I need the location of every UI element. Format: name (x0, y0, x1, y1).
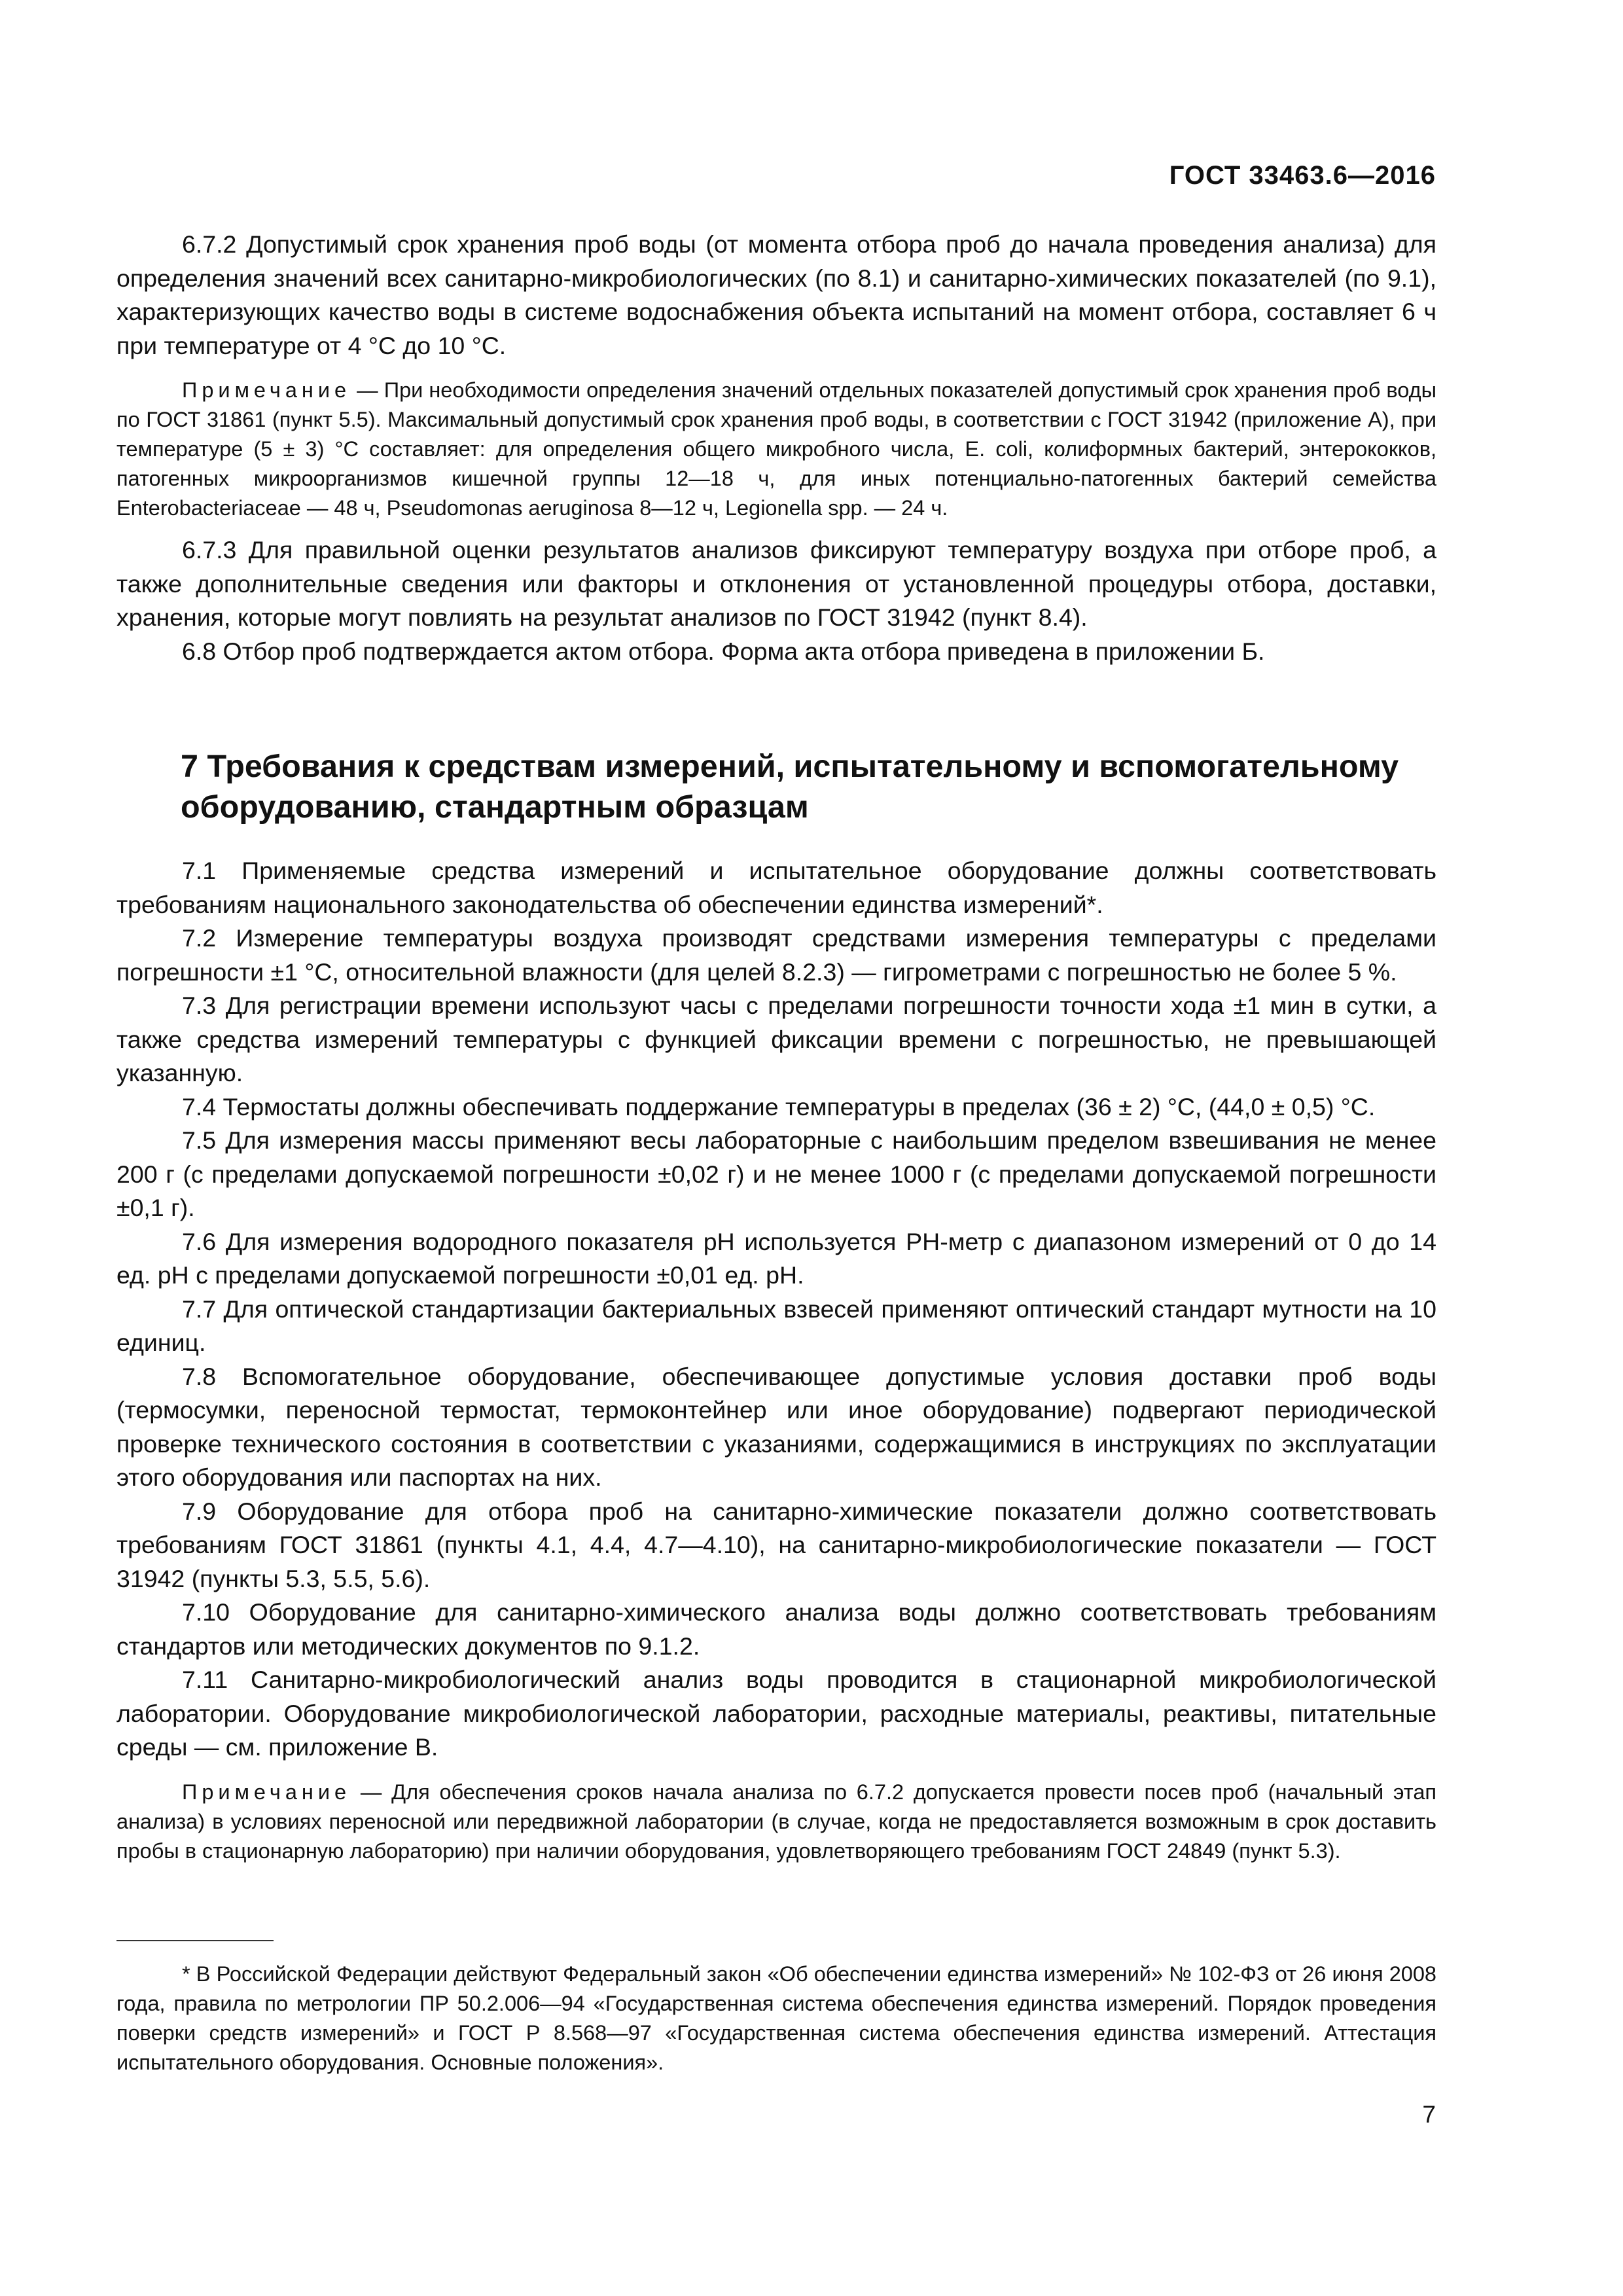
paragraph-7-8: 7.8 Вспомогательное оборудование, обеспечивающее допустимые условия доставки проб воды (термосумки, переносной термостат, термоконтейнер или иное оборудование) подвергают периодической проверке технического состояния в соответствии с указаниями, содержащимися в инструкциях по эксплуатации этого оборудования или паспортах на них. (116, 1362, 1436, 1491)
footnote-text: * В Российской Федерации действуют Федеральный закон «Об обеспечении единства измерений» № 102-ФЗ от 26 июня 2008 года, правила по метрологии ПР 50.2.006—94 «Государственная система обеспечения единства измерений. Порядок проведения поверки средств измерений» и ГОСТ Р 8.568—97 «Государственная система обеспечения единства измерений. Аттестация испытательного оборудования. Основные положения». (116, 1962, 1436, 2074)
section-7-body (116, 854, 1436, 1866)
paragraph-7-9: 7.9 Оборудование для отбора проб на санитарно-химические показатели должно соответствовать требованиям ГОСТ 31861 (пункты 4.1, 4.4, 4.7—4.10), на санитарно-микробиологические показатели — ГОСТ 31942 (пункты 5.3, 5.5, 5.6). (116, 1497, 1436, 1592)
paragraph-7-5: 7.5 Для измерения массы применяют весы лабораторные с наибольшим пределом взвешивания не менее 200 г (с пределами допускаемой погрешности ±0,02 г) и не менее 1000 г (с пределами допускаемой погрешности ±0,1 г). (116, 1126, 1436, 1221)
paragraph-7-7: 7.7 Для оптической стандартизации бактериальных взвесей применяют оптический стандарт мутности на 10 единиц. (116, 1295, 1436, 1356)
note-7-11 (116, 1778, 1436, 1866)
footnote-separator (116, 1940, 274, 1941)
section-7-heading: 7 Требования к средствам измерений, испытательному и вспомогательному оборудованию, стандартным образцам (181, 749, 1399, 825)
note-text: — Для обеспечения сроков начала анализа по 6.7.2 допускается провести посев проб (начальный этап анализа) в условиях переносной или передвижной лаборатории (в случае, когда не предоставляется возможным в срок доставить пробы в стационарную лабораторию) при наличии оборудования, удовлетворяющего требованиям ГОСТ 24849 (пункт 5.3). (116, 1780, 1436, 1863)
document-header: ГОСТ 33463.6—2016 (1169, 161, 1436, 190)
paragraph-7-1: 7.1 Применяемые средства измерений и испытательное оборудование должны соответствовать требованиям национального законодательства об обеспечении единства измерений*. (116, 857, 1436, 918)
page-number: 7 (1422, 2101, 1436, 2128)
section-6-top (116, 228, 1436, 668)
footnote (116, 1960, 1436, 2077)
paragraph-6-7-3: 6.7.3 Для правильной оценки результатов анализов фиксируют температуру воздуха при отборе проб, а также дополнительные сведения или факторы и отклонения от установленной процедуры отбора, доставки, хранения, которые могут повлиять на результат анализов по ГОСТ 31942 (пункт 8.4). (116, 536, 1436, 631)
note-text: — При необходимости определения значений отдельных показателей допустимый срок хранения проб воды по ГОСТ 31861 (пункт 5.5). Максимальный допустимый срок хранения проб воды, в соответствии с ГОСТ 31942 (приложение А), при температуре (5 ± 3) °С составляет: для определения общего микробного числа, E. coli, колиформных бактерий, энтерококков, патогенных микроорганизмов кишечной группы 12—18 ч, для иных потенциально-патогенных бактерий семейства Enterobacteriaceae — 48 ч, Pseudomonas aeruginosa 8—12 ч, Legionella spp. — 24 ч. (116, 378, 1436, 520)
paragraph-7-3: 7.3 Для регистрации времени используют часы с пределами погрешности точности хода ±1 мин в сутки, а также средства измерений температуры с функцией фиксации времени с погрешностью, не превышающей указанную. (116, 992, 1436, 1086)
paragraph-6-7-2: 6.7.2 Допустимый срок хранения проб воды (от момента отбора проб до начала проведения анализа) для определения значений всех санитарно-микробиологических (по 8.1) и санитарно-химических показателей (по 9.1), характеризующих качество воды в системе водоснабжения объекта испытаний на момент отбора, составляет 6 ч при температуре от 4 °С до 10 °С. (116, 230, 1436, 359)
paragraph-7-10: 7.10 Оборудование для санитарно-химического анализа воды должно соответствовать требованиям стандартов или методических документов по 9.1.2. (116, 1598, 1436, 1660)
note-label: Примечание (182, 1780, 351, 1804)
paragraph-6-8: 6.8 Отбор проб подтверждается актом отбора. Форма акта отбора приведена в приложении Б. (182, 637, 1265, 665)
paragraph-7-11: 7.11 Санитарно-микробиологический анализ воды проводится в стационарной микробиологической лаборатории. Оборудование микробиологической лаборатории, расходные материалы, реактивы, питательные среды — см. приложение В. (116, 1666, 1436, 1761)
paragraph-7-6: 7.6 Для измерения водородного показателя pH используется PH-метр с диапазоном измерений от 0 до 14 ед. pH с пределами допускаемой погрешности ±0,01 ед. pH. (116, 1227, 1436, 1289)
note-6-7-2 (116, 376, 1436, 523)
paragraph-7-2: 7.2 Измерение температуры воздуха производят средствами измерения температуры с пределами погрешности ±1 °С, относительной влажности (для целей 8.2.3) — гигрометрами с погрешностью не более 5 %. (116, 924, 1436, 986)
paragraph-7-4: 7.4 Термостаты должны обеспечивать поддержание температуры в пределах (36 ± 2) °С, (44,0 ± 0,5) °С. (182, 1092, 1376, 1121)
note-label: Примечание (182, 378, 351, 402)
